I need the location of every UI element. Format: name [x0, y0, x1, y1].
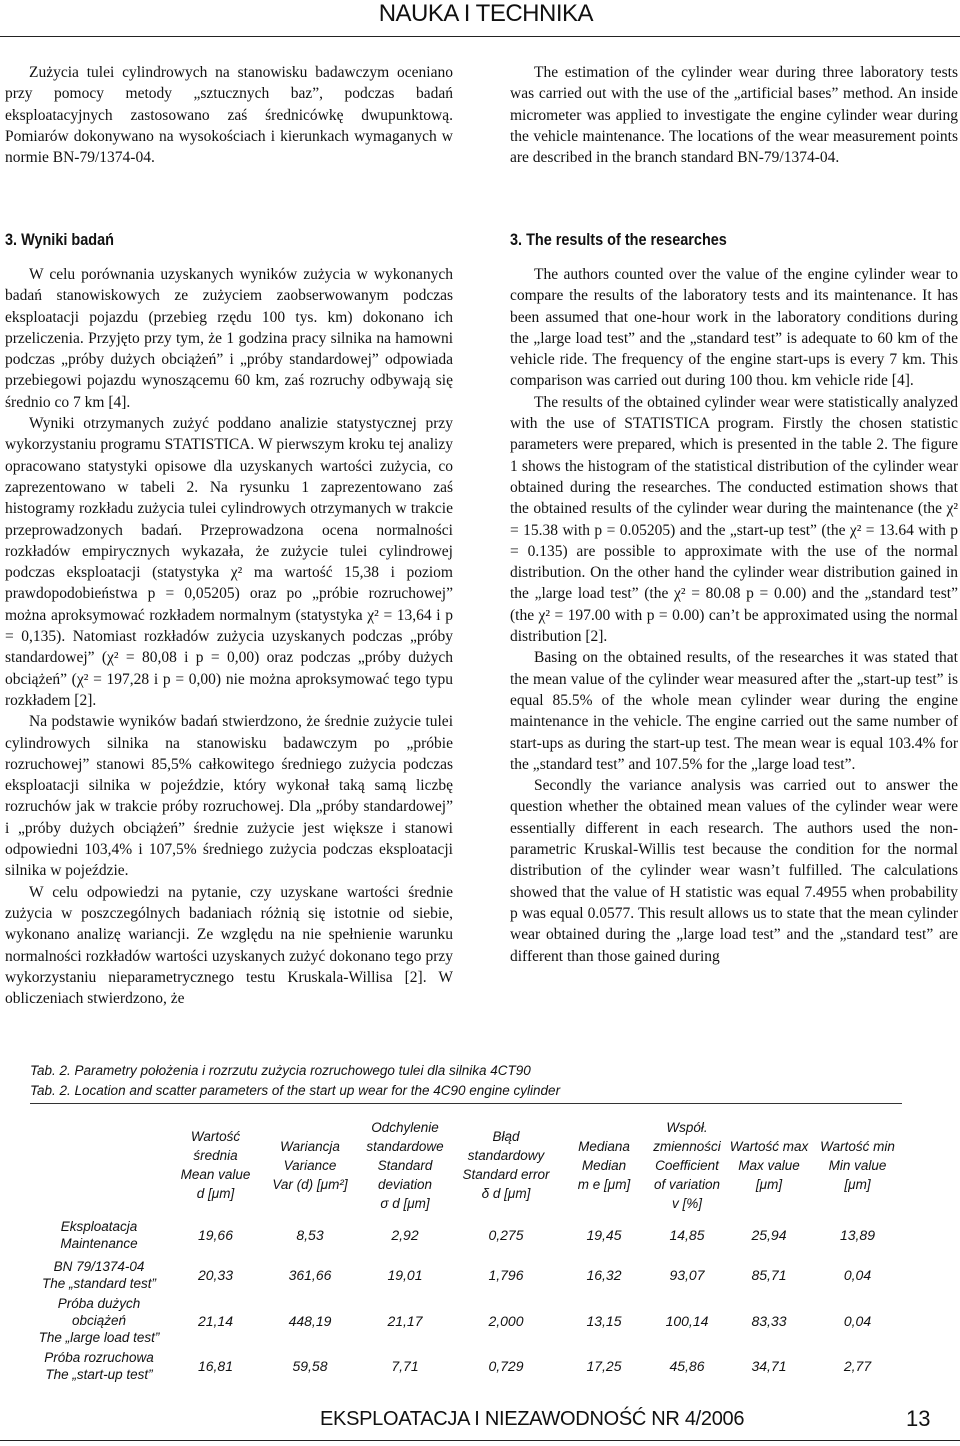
cell: 16,32 — [586, 1267, 622, 1283]
cell: 93,07 — [669, 1267, 705, 1283]
intro-pl — [5, 62, 453, 168]
cell: 25,94 — [751, 1227, 787, 1243]
journal-footer: EKSPLOATACJA I NIEZAWODNOŚĆ NR 4/2006 — [320, 1408, 745, 1430]
row-label: Próba rozruchowa The „start-up test” — [44, 1350, 154, 1382]
corner-cell — [30, 1115, 168, 1215]
table-header-row — [30, 1115, 902, 1215]
paragraph: The results of the obtained cylinder wear were statistically analyzed with the use of STATISTICA program. Firstly the chosen statistic parameters were prepared, which is presented in the table 2. The figure 1 shows the histogram of the statistical distribution of the cylinder wear obtained during the researches. The conducted estimation shows that the obtained results of the cylinder wear during the maintenance (the χ² = 15.38 with p = 0.05205) and the „start-up test” (the χ² = 13.64 with p = 0.135) are possible to approximate with the use of the normal distribution. On the other hand the cylinder wear distribution gained in the „large load test” (the χ² = 80.08 p = 0.00) and the „standard test” (the χ² = 197.00 with p = 0.00) can’t be approximated using the normal distribution [2]. — [510, 393, 958, 646]
section-heading-pl: 3. Wyniki badań — [5, 230, 114, 249]
cell: 2,77 — [843, 1358, 872, 1374]
paragraph: Basing on the obtained results, of the researches it was stated that the mean value of the cylinder wear measured after the „start-up test” is equal 85.5% of the whole mean cylinder wear during the engine maintenance in the vehicle. The engine carried out the same number of start-ups as during the start-up test. The mean wear is equal 103.4% for the „standard test” and 107.5% for the „large load test”. — [510, 649, 958, 773]
table-row — [30, 1255, 902, 1295]
table-caption-pl: Tab. 2. Parametry położenia i rozrzutu zużycia rozruchowego tulei dla silnika 4CT90 — [30, 1063, 531, 1078]
cell: 13,15 — [586, 1312, 622, 1329]
cell: 19,01 — [387, 1267, 423, 1283]
cell: 2,000 — [488, 1312, 524, 1329]
paragraph: Wyniki otrzymanych zużyć poddano analizie statystycznej przy wykorzystaniu programu STATISTICA. W pierwszym kroku tej analizy opracowano statystyki opisowe dla uzyskanych wartości zużycia, co zaprezentowano w tabeli 2. Na rysunku 1 zaprezentowano zaś histogramy rozkładu zużycia tulei cylindrowych otrzymanych w trakcie przeprowadzonych badań. Przeprowadzona ocena normalności rozkładów empirycznych wykazała, że zużycie tulei cylindrowej podczas eksploatacji (statystyka χ² ma wartość 15,38 i poziom prawdopodobieństwa p = 0,05205) oraz po „próbie rozruchowej” można aproksymować rozkładem normalnym (statystyka χ² = 13,64 i p = 0,135). Natomiast rozkładów zużycia uzyskanych podczas „próby standardowej” (χ² = 80,08 i p = 0,00) oraz podczas „próby dużych obciążeń” (χ² = 197,28 i p = 0,00) nie można aproksymować tego typu rozkładem [2]. — [5, 415, 453, 709]
intro-en-text: The estimation of the cylinder wear during three laboratory tests was carried out with the use of the „artificial bases” method. An inside micrometer was applied to investigate the engine cylinder wear during the vehicle maintenance. The locations of the wear measurement points are described in the branch standard BN-79/1374-04. — [510, 64, 958, 167]
cell: 100,14 — [665, 1312, 709, 1329]
caption-divider — [30, 1103, 902, 1104]
body-pl — [5, 264, 453, 1009]
row-label: Eksploatacja Maintenance — [60, 1219, 138, 1251]
cell: 0,729 — [488, 1358, 524, 1374]
col-header: Wartość min Min value [μm] — [820, 1138, 895, 1192]
journal-section-header: NAUKA I TECHNIKA — [378, 0, 593, 27]
row-label: BN 79/1374-04 The „standard test” — [41, 1259, 157, 1291]
cell: 14,85 — [669, 1227, 705, 1243]
cell: 448,19 — [288, 1312, 332, 1329]
paragraph: The authors counted over the value of the engine cylinder wear to compare the results of the laboratory tests and its maintenance. It has been assumed that one-hour work in the laboratory conditions during the „large load test” and the „standard test” is adequate to 60 km of the vehicle ride. The frequency of the engine start-ups is every 7 km. This comparison was carried out during 100 thou. km vehicle ride [4]. — [510, 266, 958, 390]
parameters-table — [30, 1115, 902, 1386]
cell: 0,04 — [843, 1312, 872, 1329]
cell: 19,45 — [586, 1227, 622, 1243]
cell: 45,86 — [669, 1358, 705, 1374]
cell: 13,89 — [839, 1227, 876, 1243]
col-header: Odchylenie standardowe Standard deviation σ d [μm] — [366, 1119, 444, 1211]
cell: 83,33 — [751, 1312, 787, 1329]
body-en — [510, 264, 958, 967]
col-header: Wartość średnia Mean value d [μm] — [180, 1129, 251, 1201]
table-row — [30, 1346, 902, 1386]
cell: 21,17 — [387, 1312, 423, 1329]
col-header: Wartość max Max value [μm] — [729, 1138, 809, 1192]
cell: 20,33 — [197, 1267, 234, 1283]
cell: 34,71 — [751, 1358, 787, 1374]
cell: 0,04 — [843, 1267, 872, 1283]
paragraph: Na podstawie wyników badań stwierdzono, że średnie zużycie tulei cylindrowych silnika na stanowisku badawczym po „próbie rozruchowej” stanowi 85,5% całkowitego średniego zużycia podczas eksploatacji silnika w pojeździe, który wykonał taką samą liczbę rozruchów jak w trakcie próby rozruchowej. Dla „próby standardowej” i „próby dużych obciążeń” średnie zużycie jest większe i stanowi odpowiedni 103,4% i 107,5% średniego zużycia podczas eksploatacji silnika w pojeździe. — [5, 713, 453, 880]
cell: 8,53 — [296, 1227, 324, 1243]
table-caption-en: Tab. 2. Location and scatter parameters of the start up wear for the 4C90 engine cylinder — [30, 1083, 561, 1098]
paragraph: Secondly the variance analysis was carried out to answer the question whether the obtained mean values of the cylinder wear were essentially different in each research. The authors used the non-parametric Kruskal-Willis test because the condition for the normal distribution of the cylinder wear wasn’t fulfilled. The calculations showed that the value of H statistic was equal 7.4955 when probability p was equal 0.0577. This result allows us to state that the mean cylinder wear obtained during the „large load test” and the „standard test” are different than those gained during — [510, 777, 958, 965]
intro-pl-text: Zużycia tulei cylindrowych na stanowisku badawczym oceniano przy pomocy metody „sztucznych baz”, podczas badań eksploatacyjnych zastosowano zaś średnicówkę dwupunktową. Pomiarów dokonywano na wysokościach i kierunkach wymaganych w normie BN-79/1374-04. — [5, 64, 453, 167]
intro-en — [510, 62, 958, 168]
footer-divider — [0, 1440, 960, 1441]
cell: 17,25 — [586, 1358, 622, 1374]
row-label: Próba dużych obciążeń The „large load test” — [38, 1296, 160, 1345]
cell: 16,81 — [197, 1358, 234, 1374]
cell: 7,71 — [391, 1358, 419, 1374]
col-header: Wariancja Variance Var (d) [μm²] — [272, 1138, 348, 1192]
cell: 19,66 — [197, 1227, 234, 1243]
col-header: Błąd standardowy Standard error δ d [μm] — [462, 1129, 550, 1201]
header-divider — [0, 36, 960, 37]
cell: 361,66 — [288, 1267, 332, 1283]
cell: 59,58 — [292, 1358, 328, 1374]
page-number: 13 — [906, 1406, 931, 1431]
table-row — [30, 1215, 902, 1255]
col-header: Współ. zmienności Coefficient of variation v [%] — [653, 1119, 721, 1211]
cell: 21,14 — [197, 1312, 234, 1329]
cell: 85,71 — [751, 1267, 787, 1283]
paragraph: W celu odpowiedzi na pytanie, czy uzyskane wartości średnie zużycia w poszczególnych badaniach różnią się istotnie od siebie, wykonano analizę wariancji. Ze względu na nie spełnienie warunku normalności rozkładów wartości uzyskanych zużyć dokonano tego przy wykorzystaniu nieparametrycznego testu Kruskala-Willisa [2]. W obliczeniach stwierdzono, że — [5, 883, 453, 1008]
cell: 1,796 — [488, 1267, 524, 1283]
cell: 0,275 — [488, 1227, 524, 1243]
cell: 2,92 — [391, 1227, 419, 1243]
section-heading-en: 3. The results of the researches — [510, 230, 727, 249]
table-row — [30, 1295, 902, 1346]
col-header: Mediana Median m e [μm] — [577, 1138, 631, 1192]
paragraph: W celu porównania uzyskanych wyników zużycia w wykonanych badań stanowiskowych ze zużyciem zaobserwowanym podczas eksploatacji pojazdu (przebieg rzędu 100 tys. km) dokonano ich przeliczenia. Przyjęto przy tym, że 1 godzina pracy silnika na hamowni podczas „próby dużych obciążeń” i „próby standardowej” odpowiada przebiegowi pojazdu wynoszącemu 60 km, zaś rozruchy odbywają się średnio co 7 km [4]. — [5, 266, 453, 411]
